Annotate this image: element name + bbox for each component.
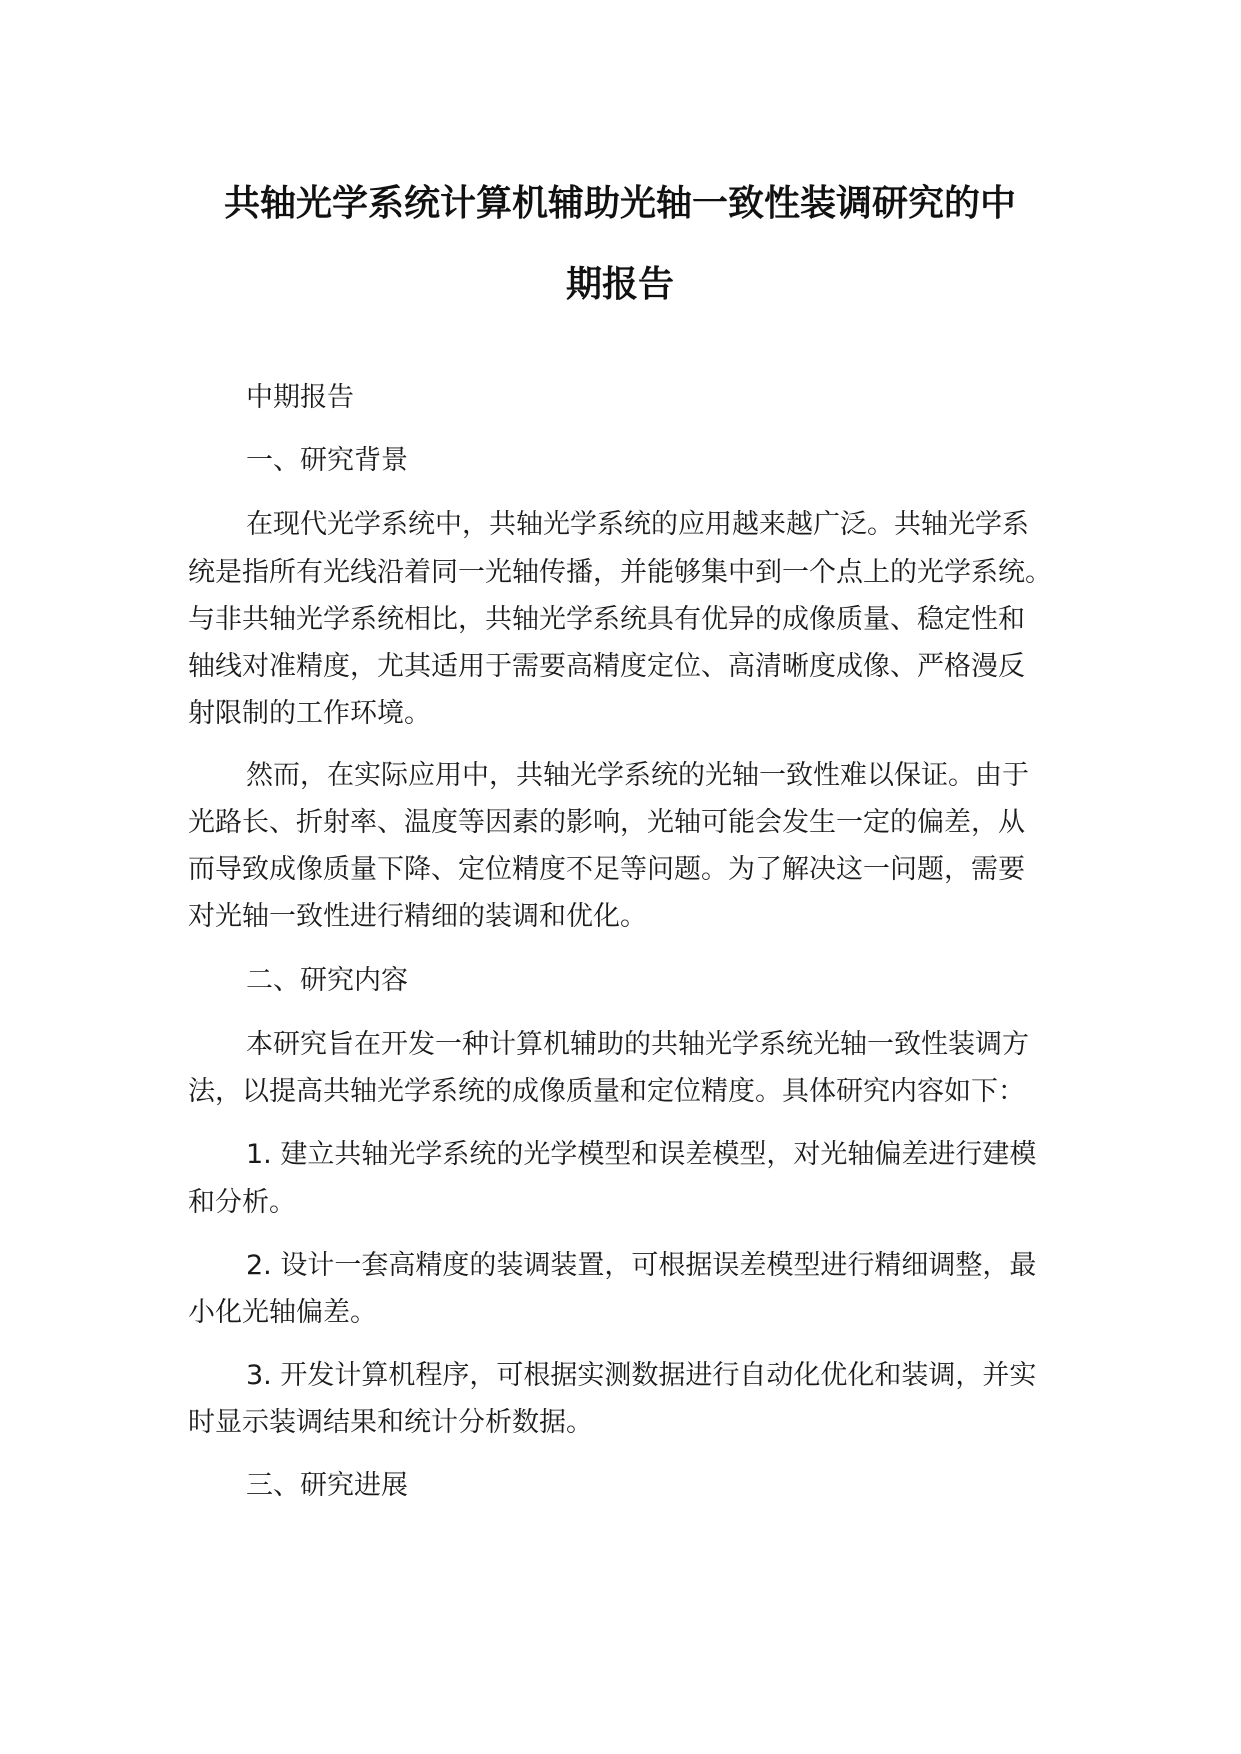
list-item-line: 和分析。	[188, 1187, 296, 1218]
document-title-line-2: 期报告	[565, 264, 674, 305]
paragraph-line: 在现代光学系统中，共轴光学系统的应用越来越广泛。共轴光学系	[246, 509, 1029, 540]
list-item-line: 1. 建立共轴光学系统的光学模型和误差模型，对光轴偏差进行建模	[246, 1139, 1037, 1170]
section-heading-progress: 三、研究进展	[246, 1470, 408, 1501]
section-heading-background: 一、研究背景	[246, 445, 408, 476]
paragraph-line: 轴线对准精度，尤其适用于需要高精度定位、高清晰度成像、严格漫反	[188, 651, 1025, 682]
list-item-line: 3. 开发计算机程序，可根据实测数据进行自动化优化和装调，并实	[246, 1360, 1037, 1391]
paragraph-line: 统是指所有光线沿着同一光轴传播，并能够集中到一个点上的光学系统。	[188, 557, 1052, 588]
paragraph-line: 与非共轴光学系统相比，共轴光学系统具有优异的成像质量、稳定性和	[188, 604, 1025, 635]
list-item-line: 小化光轴偏差。	[188, 1297, 377, 1328]
list-item-line: 2. 设计一套高精度的装调装置，可根据误差模型进行精细调整，最	[246, 1250, 1037, 1281]
document-title-line-1: 共轴光学系统计算机辅助光轴一致性装调研究的中	[223, 183, 1016, 224]
section-heading-content: 二、研究内容	[246, 965, 408, 996]
list-item-line: 时显示装调结果和统计分析数据。	[188, 1407, 593, 1438]
report-heading: 中期报告	[246, 382, 354, 413]
paragraph-line: 然而，在实际应用中，共轴光学系统的光轴一致性难以保证。由于	[246, 760, 1029, 791]
paragraph-line: 法，以提高共轴光学系统的成像质量和定位精度。具体研究内容如下：	[188, 1076, 1025, 1107]
paragraph-line: 对光轴一致性进行精细的装调和优化。	[188, 901, 647, 932]
paragraph-line: 光路长、折射率、温度等因素的影响，光轴可能会发生一定的偏差，从	[188, 807, 1025, 838]
paragraph-line: 本研究旨在开发一种计算机辅助的共轴光学系统光轴一致性装调方	[246, 1029, 1029, 1060]
paragraph-line: 射限制的工作环境。	[188, 698, 431, 729]
paragraph-line: 而导致成像质量下降、定位精度不足等问题。为了解决这一问题，需要	[188, 854, 1025, 885]
